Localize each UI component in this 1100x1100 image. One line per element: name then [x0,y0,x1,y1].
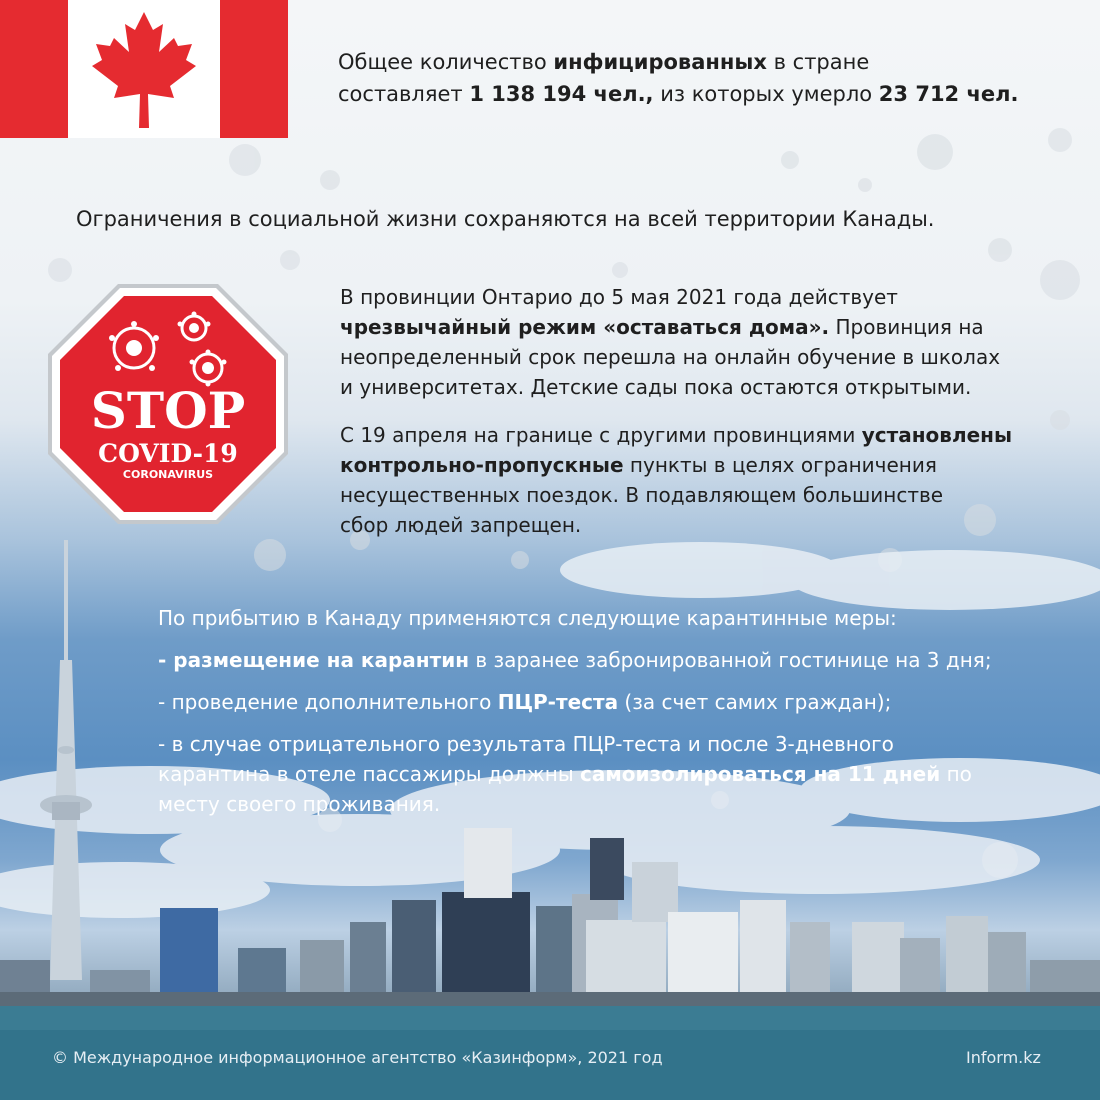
quarantine-measures [158,603,992,819]
ontario-emergency-mode: чрезвычайный режим «оставаться дома». [340,315,830,339]
stop-word: STOP [90,381,246,440]
border-line-3: несущественных поездок. В подавляющем большинстве [340,483,944,507]
deaths-value: 23 712 чел. [878,82,1019,106]
ontario-line-4: и университетах. Детские сады пока остаются открытыми. [340,375,972,399]
ontario-line-3: неопределенный срок перешла на онлайн обучение в школах [340,345,1001,369]
ontario-line-2-rest: Провинция на [829,315,984,339]
quarantine-item-3-line-2: карантина в отеле пассажиры должны [158,762,581,786]
site-name: Inform.kz [966,1048,1041,1067]
border-paragraph [340,420,1012,540]
quarantine-item-3-line-3: месту своего проживания. [158,792,441,816]
border-checkpoints: контрольно-пропускные [340,453,624,477]
quarantine-item-1-rest: в заранее забронированной гостинице на 3 дня; [469,648,992,672]
quarantine-item-3-line-2-rest: по [940,762,972,786]
pcr-test: ПЦР-теста [497,690,619,714]
infected-label: Общее количество [338,50,554,74]
quarantine-item-3-line-1: - в случае отрицательного результата ПЦР-теста и после 3-дневного [158,732,894,756]
covid-word: COVID-19 [98,439,238,468]
quarantine-intro: По прибытию в Канаду применяются следующие карантинные меры: [158,606,897,630]
total-infected-value: 1 138 194 чел., [469,82,654,106]
border-established: установлены [861,423,1013,447]
border-line-2-rest: пункты в целях ограничения [623,453,937,477]
infected-mid: в стране [766,50,870,74]
border-line-4: сбор людей запрещен. [340,513,582,537]
total-label: составляет [338,82,470,106]
infection-stats [338,46,1019,110]
quarantine-hotel-measure: - размещение на карантин [158,648,470,672]
quarantine-item-2-pre: - проведение дополнительного [158,690,498,714]
coronavirus-word: CORONAVIRUS [122,468,214,481]
stop-covid-sign-icon [46,282,290,526]
border-line-1: С 19 апреля на границе с другими провинциями [340,423,862,447]
self-isolation-11-days: самоизолироваться на 11 дней [580,762,941,786]
quarantine-item-2-rest: (за счет самих граждан); [618,690,892,714]
ontario-paragraph [340,282,1000,402]
deaths-label: из которых умерло [653,82,879,106]
copyright-text: © Международное информационное агентство «Казинформ», 2021 год [52,1048,663,1067]
restrictions-text: Ограничения в социальной жизни сохраняются на всей территории Канады. [76,207,935,231]
canada-flag-icon [0,0,288,138]
infected-word: инфицированных [553,50,767,74]
ontario-line-1: В провинции Онтарио до 5 мая 2021 года действует [340,285,898,309]
